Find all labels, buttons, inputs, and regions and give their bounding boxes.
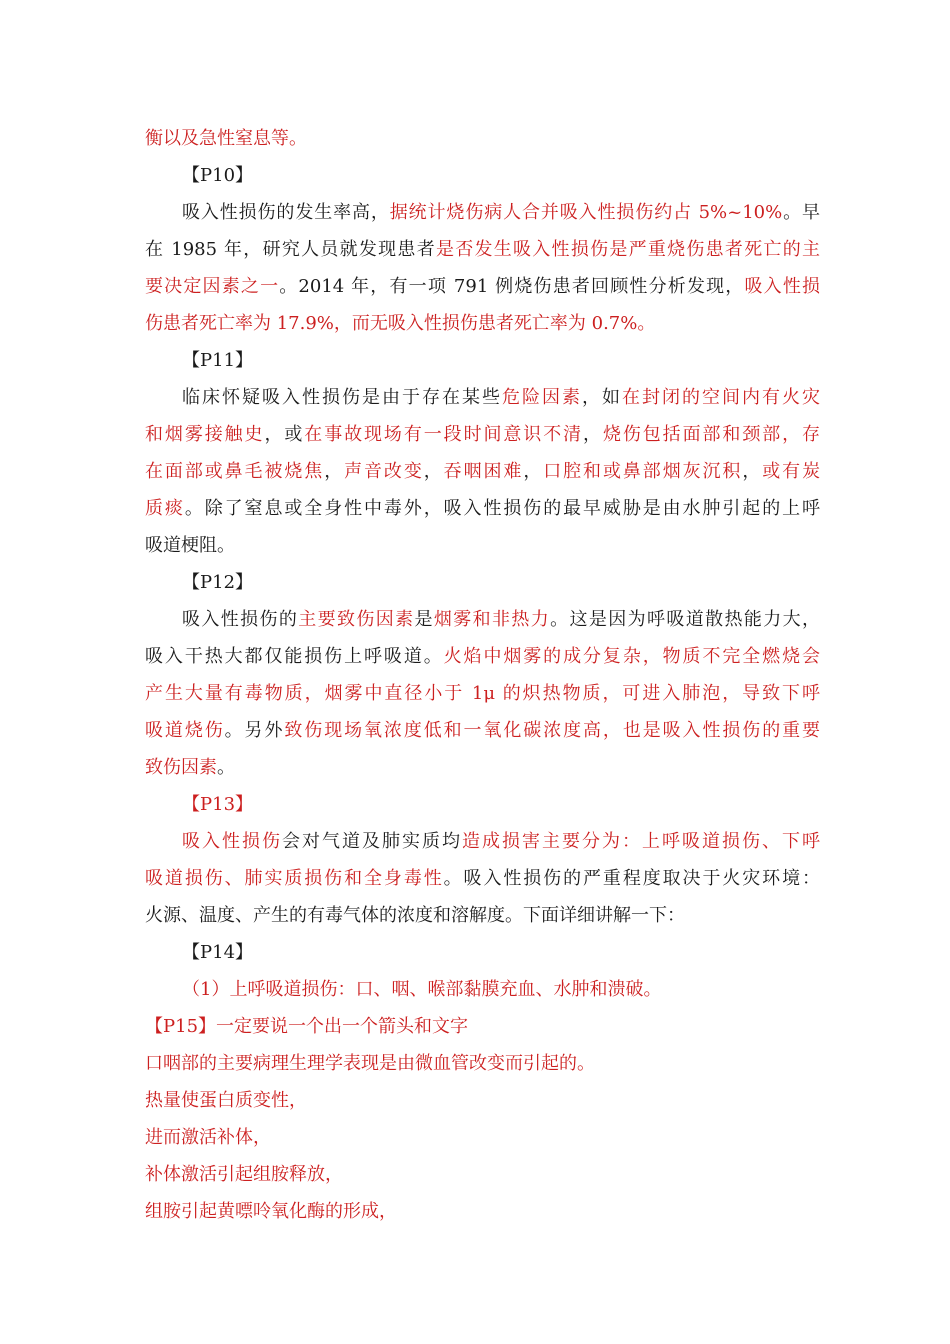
- body-text: 。除了窒息或全身性中毒外，吸入性损伤的最早威胁是由水肿引起的上呼: [184, 498, 820, 519]
- section-marker: [145, 564, 820, 601]
- highlighted-text: 烟雾和非热力: [433, 609, 551, 630]
- body-text: 临床怀疑吸入性损伤是由于存在某些: [182, 387, 502, 408]
- highlighted-text: 【P13】: [182, 794, 254, 815]
- highlighted-text: 产生大量有毒物质，烟雾中直径小于 1μ 的炽热物质，可进入肺泡，导致下呼: [145, 683, 820, 704]
- body-text: 吸入性损伤的: [182, 609, 299, 630]
- highlighted-text: 和烟雾接触史: [145, 424, 265, 445]
- highlighted-text: 吸入性损伤: [182, 831, 282, 852]
- section-marker: [145, 934, 820, 971]
- body-text: ，: [742, 461, 763, 482]
- text-line: [145, 305, 820, 342]
- highlighted-text: 补体激活引起组胺释放，: [145, 1164, 343, 1185]
- body-text: 。这是因为呼吸道散热能力大，: [550, 609, 820, 630]
- text-line: [145, 231, 820, 268]
- text-line: [145, 971, 820, 1008]
- body-text: ，或: [264, 424, 305, 445]
- highlighted-text: 吸入性损: [744, 276, 820, 297]
- highlighted-text: 火焰中烟雾的成分复杂，物质不完全燃烧会: [443, 646, 820, 667]
- body-text: 是: [414, 609, 434, 630]
- body-text: ，: [324, 461, 345, 482]
- body-text: ，: [523, 461, 544, 482]
- section-marker: [145, 786, 820, 823]
- text-line: [145, 1156, 820, 1193]
- body-text: 。另外: [224, 720, 285, 741]
- text-line: [145, 823, 820, 860]
- section-marker: [145, 157, 820, 194]
- text-line: [145, 490, 820, 527]
- body-text: 。吸入性损伤的严重程度取决于火灾环境：: [443, 868, 820, 889]
- text-line: [145, 712, 820, 749]
- body-text: ，如: [582, 387, 622, 408]
- highlighted-text: 质痰: [145, 498, 185, 519]
- text-line: [145, 638, 820, 675]
- text-line: [145, 453, 820, 490]
- text-line: [145, 675, 820, 712]
- highlighted-text: 吞咽困难: [443, 461, 524, 482]
- text-line: [145, 268, 820, 305]
- highlighted-text: 造成损害主要分为：上呼吸道损伤、下呼: [462, 831, 820, 852]
- text-line: [145, 1082, 820, 1119]
- text-line: [145, 194, 820, 231]
- highlighted-text: 吸道烧伤: [145, 720, 225, 741]
- highlighted-text: （1）上呼吸道损伤：口、咽、喉部黏膜充血、水肿和溃破。: [182, 979, 662, 1000]
- text-line: [145, 120, 820, 157]
- highlighted-text: 在事故现场有一段时间意识不清: [304, 424, 584, 445]
- body-text: 在 1985 年，研究人员就发现患者: [145, 239, 436, 260]
- highlighted-text: 在面部或鼻毛被烧焦: [145, 461, 325, 482]
- body-text: ，: [583, 424, 603, 445]
- highlighted-text: 吸道损伤、肺实质损伤和全身毒性: [145, 868, 444, 889]
- body-text: 。2014 年，有一项 791 例烧伤患者回顾性分析发现，: [279, 276, 745, 297]
- highlighted-text: 声音改变: [344, 461, 424, 482]
- body-text: 【P11】: [182, 350, 254, 371]
- highlighted-text: 口腔和或鼻部烟灰沉积: [543, 461, 743, 482]
- highlighted-text: 致伤因素: [145, 757, 217, 778]
- text-line: [145, 1008, 820, 1045]
- body-text: 【P12】: [182, 572, 254, 593]
- body-text: 火源、温度、产生的有毒气体的浓度和溶解度。下面详细讲解一下：: [145, 905, 685, 926]
- body-text: 吸入性损伤的发生率高，: [182, 202, 390, 223]
- body-text: 【P10】: [182, 165, 254, 186]
- highlighted-text: 【P15】一定要说一个出一个箭头和文字: [145, 1016, 469, 1037]
- text-line: [145, 1119, 820, 1156]
- highlighted-text: 在封闭的空间内有火灾: [622, 387, 820, 408]
- section-marker: [145, 342, 820, 379]
- highlighted-text: 烧伤包括面部和颈部，存: [602, 424, 820, 445]
- highlighted-text: 要决定因素之一: [145, 276, 280, 297]
- body-text: 【P14】: [182, 942, 254, 963]
- highlighted-text: 危险因素: [502, 387, 582, 408]
- highlighted-text: 进而激活补体，: [145, 1127, 271, 1148]
- highlighted-text: 据统计烧伤病人合并吸入性损伤约占 5%~10%: [389, 202, 783, 223]
- body-text: ，: [423, 461, 444, 482]
- body-text: 会对气道及肺实质均: [282, 831, 462, 852]
- body-text: 。早: [782, 202, 820, 223]
- text-line: [145, 379, 820, 416]
- text-line: [145, 860, 820, 897]
- highlighted-text: 伤患者死亡率为 17.9%，而无吸入性损伤患者死亡率为 0.7%。: [145, 313, 656, 334]
- text-line: [145, 1193, 820, 1230]
- document-body: [145, 120, 820, 1230]
- text-line: [145, 601, 820, 638]
- highlighted-text: 组胺引起黄嘌呤氧化酶的形成，: [145, 1201, 397, 1222]
- body-text: 吸道梗阻。: [145, 535, 235, 556]
- text-line: [145, 416, 820, 453]
- highlighted-text: 主要致伤因素: [298, 609, 415, 630]
- highlighted-text: 致伤现场氧浓度低和一氧化碳浓度高，也是吸入性损伤的重要: [284, 720, 820, 741]
- highlighted-text: 口咽部的主要病理生理学表现是由微血管改变而引起的。: [145, 1053, 595, 1074]
- text-line: [145, 527, 820, 564]
- text-line: [145, 749, 820, 786]
- text-line: [145, 897, 820, 934]
- text-line: [145, 1045, 820, 1082]
- body-text: 。: [217, 757, 235, 778]
- highlighted-text: 是否发生吸入性损伤是严重烧伤患者死亡的主: [435, 239, 820, 260]
- body-text: 吸入干热大都仅能损伤上呼吸道。: [145, 646, 444, 667]
- highlighted-text: 或有炭: [762, 461, 820, 482]
- highlighted-text: 热量使蛋白质变性，: [145, 1090, 307, 1111]
- highlighted-text: 衡以及急性窒息等。: [145, 128, 307, 149]
